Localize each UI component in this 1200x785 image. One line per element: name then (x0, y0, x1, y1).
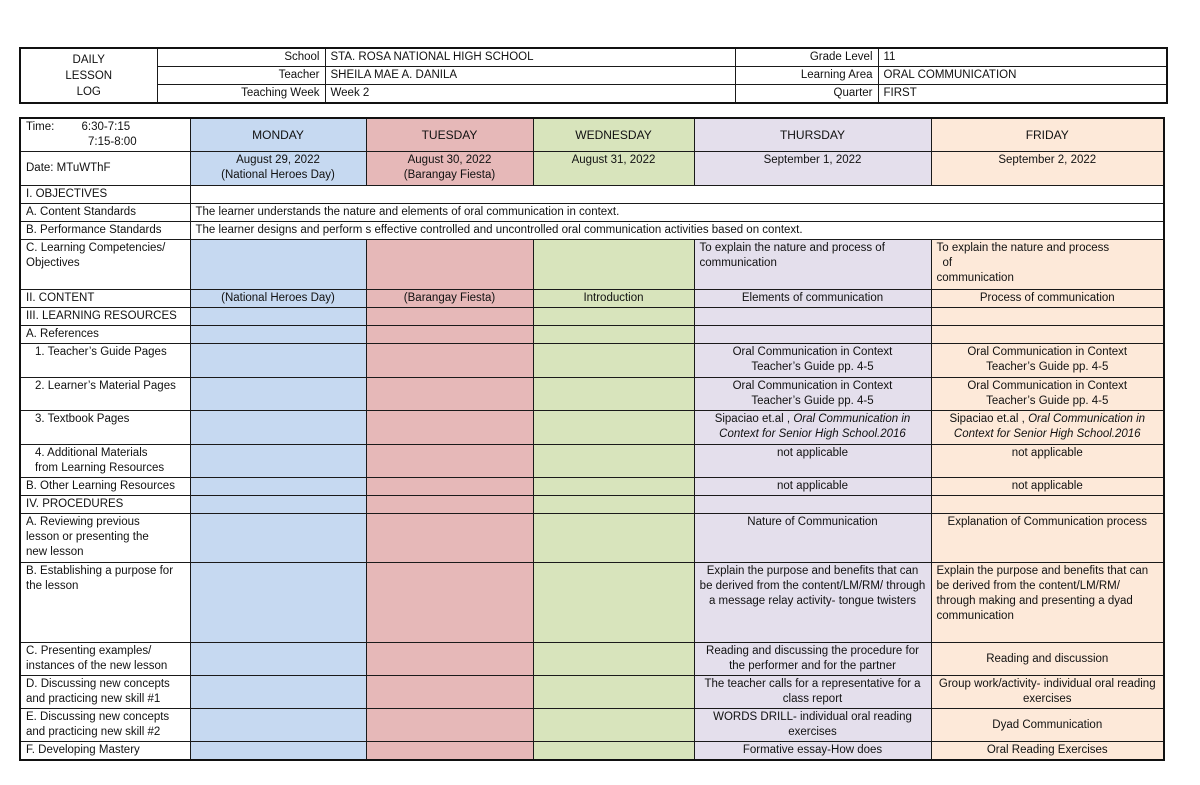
day-tuesday: TUESDAY (366, 118, 533, 152)
learners-material-monday (190, 378, 366, 411)
textbook-tuesday (366, 411, 533, 445)
learners-material-friday-line-1: Oral Communication in Context (967, 380, 1128, 392)
teaching-week-value: Week 2 (325, 85, 735, 104)
teachers-guide-wednesday (533, 344, 694, 378)
date-label: Date: MTuWThF (20, 152, 190, 186)
competencies-friday-line-2: of (942, 257, 953, 269)
content-standards-label: A. Content Standards (20, 204, 190, 222)
discussing-1-tuesday (366, 676, 533, 709)
grade-level-value: 11 (878, 48, 1167, 67)
discussing-2-label (20, 709, 190, 742)
reviewing-label-line-2: lesson or presenting the (26, 531, 149, 543)
learners-material-thursday (694, 378, 931, 411)
purpose-wednesday (533, 563, 694, 643)
references-wednesday (533, 326, 694, 344)
textbook-friday-title-1: Oral Communication in (1028, 413, 1146, 425)
teachers-guide-thursday-line-1: Oral Communication in Context (732, 346, 893, 358)
textbook-friday-title-2: Context for Senior High School.2016 (953, 428, 1141, 440)
reviewing-label (20, 514, 190, 563)
competencies-thursday: To explain the nature and process of communication (694, 240, 931, 290)
textbook-monday (190, 411, 366, 445)
competencies-friday-line-1: To explain the nature and process (936, 242, 1110, 254)
dll-line-3: LOG (76, 85, 101, 98)
discussing-1-label-line-1: D. Discussing new concepts (26, 678, 170, 690)
resources-thursday (694, 308, 931, 326)
date-tuesday (366, 152, 533, 186)
learners-material-friday (931, 378, 1164, 411)
date-tuesday-value: August 30, 2022 (407, 154, 492, 166)
date-monday (190, 152, 366, 186)
additional-materials-friday: not applicable (931, 445, 1164, 478)
content-tuesday: (Barangay Fiesta) (366, 290, 533, 308)
teachers-guide-friday-line-1: Oral Communication in Context (967, 346, 1128, 358)
purpose-label-line-1: B. Establishing a purpose for (26, 565, 174, 577)
learners-material-thursday-line-1: Oral Communication in Context (732, 380, 893, 392)
time-cell (20, 118, 190, 152)
resources-friday (931, 308, 1164, 326)
discussing-1-wednesday (533, 676, 694, 709)
content-heading: II. CONTENT (20, 290, 190, 308)
teachers-guide-thursday-line-2: Teacher’s Guide pp. 4-5 (751, 361, 874, 373)
performance-standards-text: The learner designs and perform s effective controlled and uncontrolled oral communication activities based on context. (190, 222, 1164, 240)
teachers-guide-thursday (694, 344, 931, 378)
day-monday: MONDAY (190, 118, 366, 152)
discussing-2-thursday: WORDS DRILL- individual oral reading exercises (694, 709, 931, 742)
presenting-monday (190, 643, 366, 676)
additional-materials-label (20, 445, 190, 478)
learning-resources-heading: III. LEARNING RESOURCES (20, 308, 190, 326)
textbook-thursday-title-1: Oral Communication in (793, 413, 911, 425)
presenting-wednesday (533, 643, 694, 676)
learners-material-label: 2. Learner’s Material Pages (20, 378, 190, 411)
resources-monday (190, 308, 366, 326)
date-monday-value: August 29, 2022 (236, 154, 320, 166)
reviewing-label-line-3: new lesson (26, 546, 84, 558)
content-wednesday: Introduction (533, 290, 694, 308)
additional-materials-wednesday (533, 445, 694, 478)
presenting-label-line-1: C. Presenting examples/ (26, 645, 152, 657)
references-friday (931, 326, 1164, 344)
references-heading: A. References (20, 326, 190, 344)
references-tuesday (366, 326, 533, 344)
dll-line-1: DAILY (72, 53, 105, 66)
date-tuesday-note: (Barangay Fiesta) (403, 169, 496, 181)
purpose-friday: Explain the purpose and benefits that can be derived from the content/LM/RM/ through making and presenting a dyad communication (931, 563, 1164, 643)
additional-materials-label-line-2: from Learning Resources (35, 462, 165, 474)
discussing-2-wednesday (533, 709, 694, 742)
competencies-tuesday (366, 240, 533, 290)
day-wednesday: WEDNESDAY (533, 118, 694, 152)
competencies-friday (931, 240, 1164, 290)
daily-lesson-log-title (20, 48, 157, 103)
procedures-wednesday (533, 496, 694, 514)
discussing-1-thursday: The teacher calls for a representative for a class report (694, 676, 931, 709)
teachers-guide-monday (190, 344, 366, 378)
time-slot-2: 7:15-8:00 (88, 136, 137, 148)
procedures-heading: IV. PROCEDURES (20, 496, 190, 514)
presenting-label (20, 643, 190, 676)
date-wednesday: August 31, 2022 (533, 152, 694, 186)
mastery-tuesday (366, 742, 533, 761)
discussing-2-monday (190, 709, 366, 742)
purpose-label-line-2: the lesson (26, 580, 79, 592)
competencies-label-line-1: C. Learning Competencies/ (26, 242, 166, 254)
header-table (19, 47, 1168, 104)
textbook-wednesday (533, 411, 694, 445)
discussing-2-label-line-1: E. Discussing new concepts (26, 711, 170, 723)
procedures-monday (190, 496, 366, 514)
day-friday: FRIDAY (931, 118, 1164, 152)
mastery-monday (190, 742, 366, 761)
textbook-thursday (694, 411, 931, 445)
textbook-friday (931, 411, 1164, 445)
presenting-label-line-2: instances of the new lesson (26, 660, 168, 672)
other-resources-friday: not applicable (931, 478, 1164, 496)
other-resources-label: B. Other Learning Resources (20, 478, 190, 496)
reviewing-wednesday (533, 514, 694, 563)
learners-material-wednesday (533, 378, 694, 411)
teachers-guide-tuesday (366, 344, 533, 378)
time-label: Time: (26, 121, 55, 133)
references-thursday (694, 326, 931, 344)
presenting-tuesday (366, 643, 533, 676)
content-monday: (National Heroes Day) (190, 290, 366, 308)
discussing-2-tuesday (366, 709, 533, 742)
date-monday-note: (National Heroes Day) (221, 169, 335, 181)
mastery-thursday: Formative essay-How does (694, 742, 931, 761)
resources-wednesday (533, 308, 694, 326)
discussing-1-label-line-2: and practicing new skill #1 (26, 693, 161, 705)
discussing-1-monday (190, 676, 366, 709)
reviewing-thursday: Nature of Communication (694, 514, 931, 563)
competencies-monday (190, 240, 366, 290)
discussing-1-friday: Group work/activity- individual oral reading exercises (931, 676, 1164, 709)
presenting-thursday: Reading and discussing the procedure for the performer and for the partner (694, 643, 931, 676)
objectives-span (190, 186, 1164, 204)
competencies-label-line-2: Objectives (26, 257, 80, 269)
mastery-friday: Oral Reading Exercises (931, 742, 1164, 761)
date-thursday: September 1, 2022 (694, 152, 931, 186)
mastery-wednesday (533, 742, 694, 761)
reviewing-monday (190, 514, 366, 563)
competencies-friday-line-3: communication (936, 272, 1014, 284)
discussing-1-label (20, 676, 190, 709)
textbook-label: 3. Textbook Pages (20, 411, 190, 445)
procedures-friday (931, 496, 1164, 514)
teacher-label: Teacher (157, 67, 325, 85)
purpose-tuesday (366, 563, 533, 643)
presenting-friday: Reading and discussion (931, 643, 1164, 676)
date-friday: September 2, 2022 (931, 152, 1164, 186)
reviewing-tuesday (366, 514, 533, 563)
learners-material-thursday-line-2: Teacher’s Guide pp. 4-5 (751, 395, 874, 407)
additional-materials-tuesday (366, 445, 533, 478)
competencies-label (20, 240, 190, 290)
other-resources-monday (190, 478, 366, 496)
day-thursday: THURSDAY (694, 118, 931, 152)
content-standards-text: The learner understands the nature and elements of oral communication in context. (190, 204, 1164, 222)
learners-material-tuesday (366, 378, 533, 411)
learning-area-label: Learning Area (735, 67, 878, 85)
procedures-thursday (694, 496, 931, 514)
competencies-wednesday (533, 240, 694, 290)
references-monday (190, 326, 366, 344)
teachers-guide-friday-line-2: Teacher’s Guide pp. 4-5 (986, 361, 1109, 373)
other-resources-wednesday (533, 478, 694, 496)
learners-material-friday-line-2: Teacher’s Guide pp. 4-5 (986, 395, 1109, 407)
purpose-label (20, 563, 190, 643)
lesson-plan-table (19, 117, 1165, 761)
learning-area-value: ORAL COMMUNICATION (878, 67, 1167, 85)
content-friday: Process of communication (931, 290, 1164, 308)
other-resources-thursday: not applicable (694, 478, 931, 496)
reviewing-friday: Explanation of Communication process (931, 514, 1164, 563)
school-value: STA. ROSA NATIONAL HIGH SCHOOL (325, 48, 735, 67)
mastery-label: F. Developing Mastery (20, 742, 190, 761)
school-label: School (157, 48, 325, 67)
textbook-friday-author: Sipaciao et.al , (949, 413, 1025, 425)
content-thursday: Elements of communication (694, 290, 931, 308)
discussing-2-label-line-2: and practicing new skill #2 (26, 726, 161, 738)
additional-materials-monday (190, 445, 366, 478)
additional-materials-thursday: not applicable (694, 445, 931, 478)
teacher-value: SHEILA MAE A. DANILA (325, 67, 735, 85)
quarter-label: Quarter (735, 85, 878, 104)
dll-line-2: LESSON (65, 69, 113, 82)
other-resources-tuesday (366, 478, 533, 496)
purpose-thursday: Explain the purpose and benefits that can be derived from the content/LM/RM/ through a message relay activity- tongue twisters (694, 563, 931, 643)
discussing-2-friday: Dyad Communication (931, 709, 1164, 742)
resources-tuesday (366, 308, 533, 326)
quarter-value: FIRST (878, 85, 1167, 104)
textbook-thursday-title-2: Context for Senior High School.2016 (719, 428, 906, 440)
performance-standards-label: B. Performance Standards (20, 222, 190, 240)
time-slot-1: 6:30-7:15 (81, 121, 131, 133)
grade-level-label: Grade Level (735, 48, 878, 67)
teaching-week-label: Teaching Week (157, 85, 325, 104)
reviewing-label-line-1: A. Reviewing previous (26, 516, 140, 528)
teachers-guide-label: 1. Teacher’s Guide Pages (20, 344, 190, 378)
additional-materials-label-line-1: 4. Additional Materials (35, 447, 148, 459)
textbook-thursday-author: Sipaciao et.al , (714, 413, 791, 425)
objectives-heading: I. OBJECTIVES (20, 186, 190, 204)
procedures-tuesday (366, 496, 533, 514)
purpose-monday (190, 563, 366, 643)
teachers-guide-friday (931, 344, 1164, 378)
